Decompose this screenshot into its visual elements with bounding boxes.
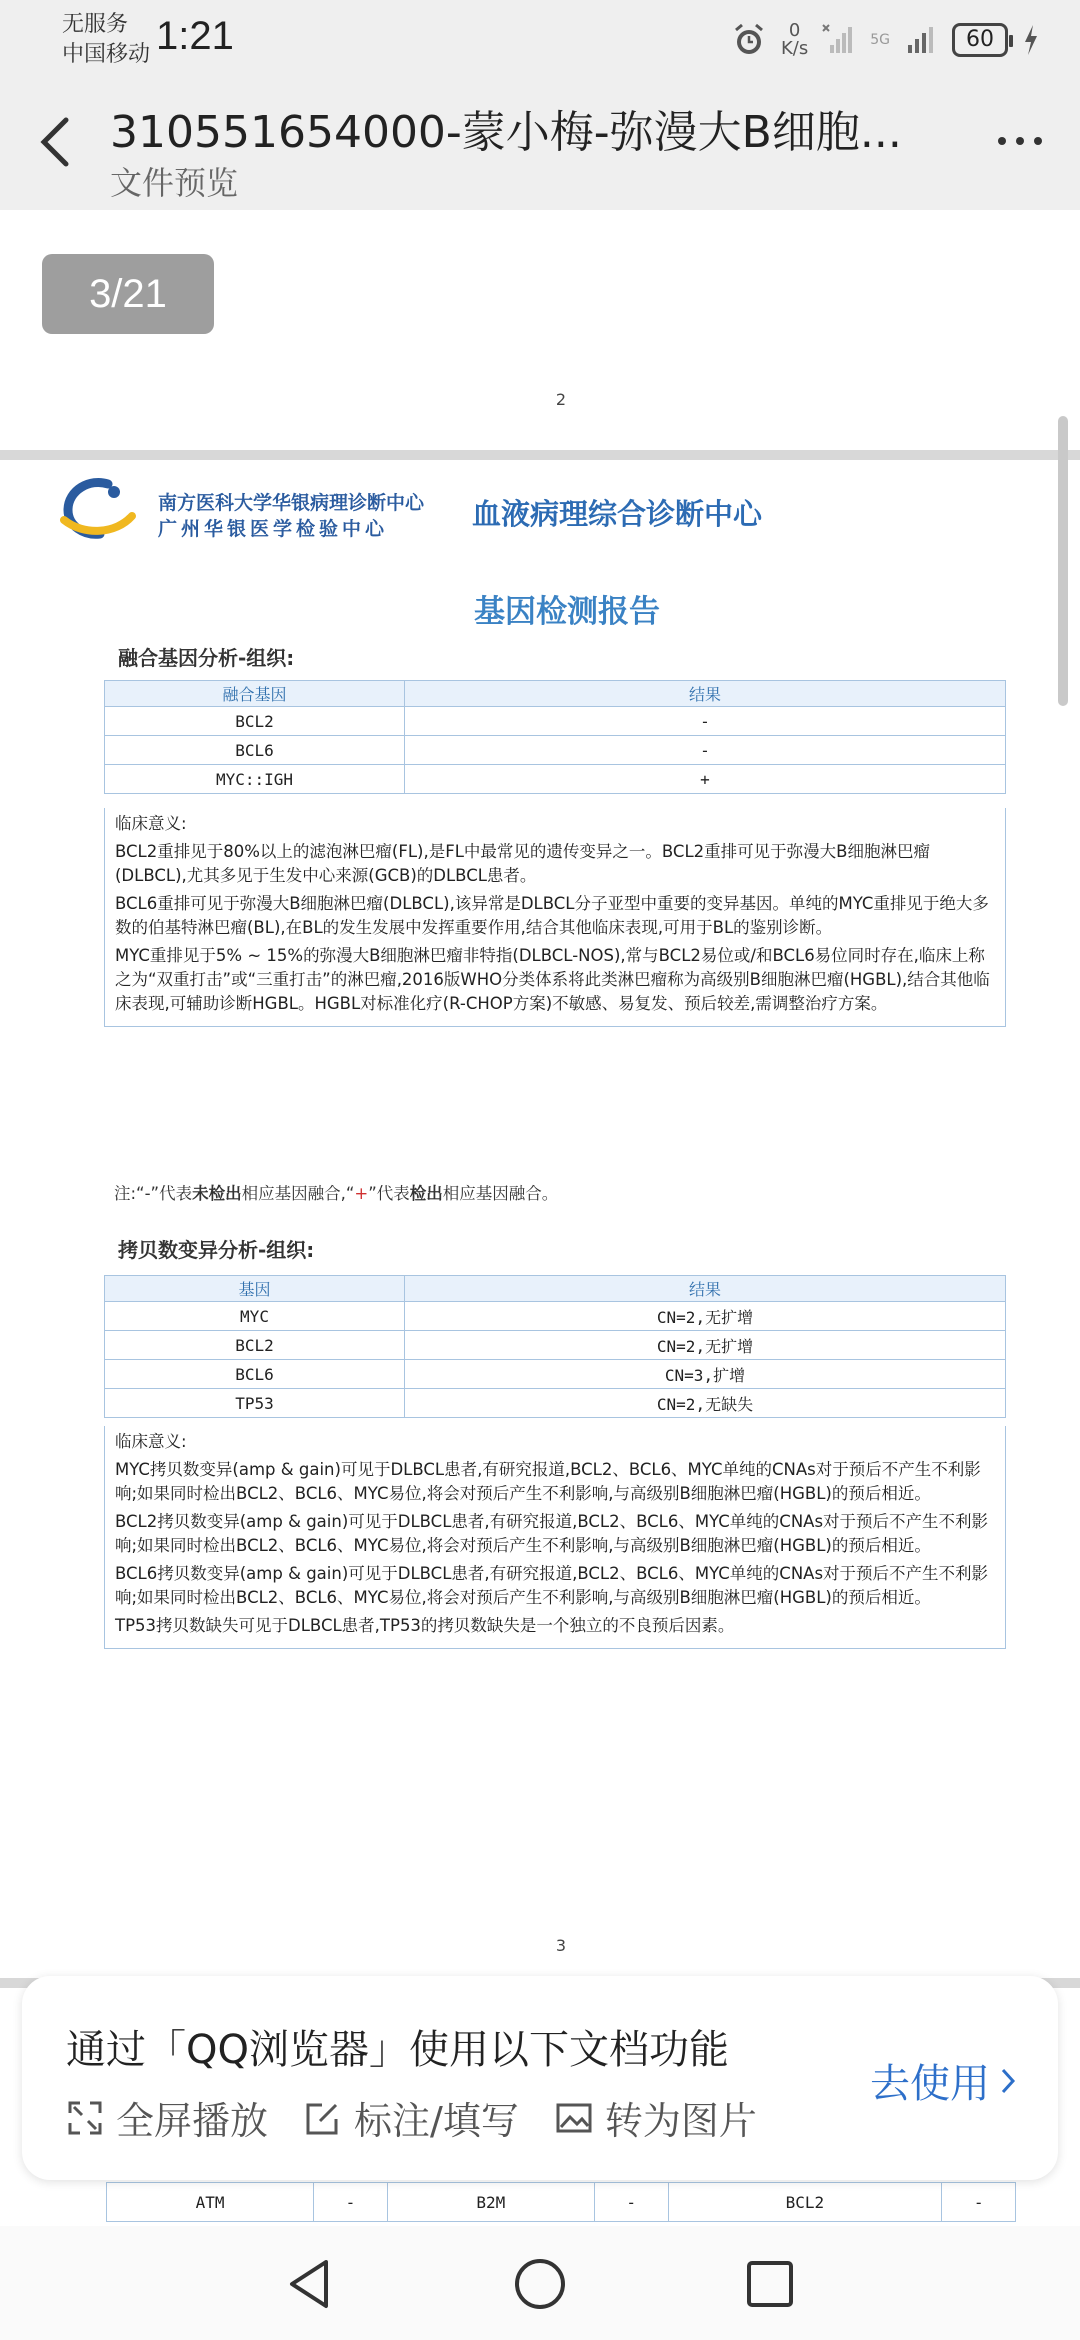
promo-actions	[66, 2090, 757, 2145]
chevron-right-icon	[998, 2065, 1018, 2097]
clinical-paragraph: MYC拷贝数变异(amp & gain)可见于DLBCL患者,有研究报道,BCL2、BCL6、MYC单纯的CNAs对于预后不产生不利影响;如果同时检出BCL2、BCL6、MYC易位,将会对预后产生不利影响,与高级别B细胞淋巴瘤(HGBL)的预后相近。	[115, 1460, 981, 1503]
nav-back-icon[interactable]	[282, 2256, 338, 2312]
note-text: 相应基因融合。	[442, 1184, 559, 1203]
result-cell: CN=2,无扩增	[405, 1331, 1006, 1360]
fullscreen-play-action[interactable]	[66, 2090, 268, 2145]
document-subtitle: 文件预览	[110, 164, 239, 202]
carrier-name: 中国移动	[62, 42, 151, 67]
cnv-clinical-significance	[104, 1426, 1006, 1649]
hospital-logo	[60, 476, 136, 542]
netspeed-unit: K/s	[780, 38, 809, 59]
dot-icon	[998, 137, 1006, 145]
app-bar	[0, 72, 1080, 210]
battery-indicator: 60	[952, 23, 1008, 57]
signal-x-icon	[822, 23, 856, 57]
network-speed	[781, 22, 808, 58]
result-cell: -	[405, 707, 1006, 736]
gene-cell: BCL6	[105, 736, 405, 765]
table-row	[105, 1331, 1006, 1360]
carrier-info	[62, 10, 150, 70]
page-indicator: 3/21	[42, 254, 214, 334]
convert-to-image-label: 转为图片	[604, 2099, 757, 2143]
fullscreen-icon	[66, 2099, 104, 2137]
annotate-label: 标注/填写	[354, 2099, 519, 2143]
dot-icon	[1034, 137, 1042, 145]
page-number: 3	[555, 1936, 567, 1955]
table-header-row	[105, 681, 1006, 707]
note-text: 相应基因融合,“	[241, 1184, 355, 1203]
edit-icon	[304, 2099, 342, 2137]
fusion-clinical-significance	[104, 808, 1006, 1027]
result-cell: CN=2,无扩增	[405, 1302, 1006, 1331]
clinical-paragraph: BCL6重排可见于弥漫大B细胞淋巴瘤(DLBCL),该异常是DLBCL分子亚型中重要的变异基因。单纯的MYC重排见于绝大多数的伯基特淋巴瘤(BL),在BL的发生发展中发挥重要作用,结合其他临床表现,可用于BL的鉴别诊断。	[115, 894, 989, 937]
gene-cell: BCL6	[105, 1360, 405, 1389]
nav-home-icon[interactable]	[512, 2256, 568, 2312]
cnv-table	[104, 1275, 1006, 1418]
table-row	[105, 1302, 1006, 1331]
org-name-primary: 南方医科大学华银病理诊断中心	[158, 492, 425, 514]
document-viewer[interactable]	[0, 210, 1080, 1990]
gene-cell: B2M	[387, 2183, 594, 2222]
table-header-row	[105, 1276, 1006, 1302]
note-not-detected: 未检出	[192, 1184, 242, 1203]
table-row	[105, 736, 1006, 765]
system-navigation-bar	[0, 2226, 1080, 2340]
report-title: 基因检测报告	[474, 594, 660, 630]
previous-page-number: 2	[555, 390, 567, 409]
column-header-gene: 基因	[105, 1276, 405, 1302]
gene-cell: ATM	[107, 2183, 314, 2222]
charging-icon	[1022, 23, 1040, 57]
gene-cell: MYC::IGH	[105, 765, 405, 794]
result-cell: -	[314, 2183, 388, 2222]
qq-browser-promo-card[interactable]	[22, 1976, 1058, 2180]
clinical-heading: 临床意义:	[115, 814, 187, 833]
gene-cell: MYC	[105, 1302, 405, 1331]
more-options-button[interactable]	[990, 126, 1050, 156]
table-row	[105, 1360, 1006, 1389]
fullscreen-play-label: 全屏播放	[116, 2099, 269, 2143]
gene-cell: BCL2	[105, 707, 405, 736]
fusion-section-title: 融合基因分析-组织:	[118, 646, 295, 670]
status-icons	[731, 18, 1040, 62]
go-use-label: 去使用	[870, 2061, 990, 2107]
next-page-table-peek	[106, 2182, 1016, 2222]
gene-cell: BCL2	[105, 1331, 405, 1360]
result-cell: -	[405, 736, 1006, 765]
column-header-result: 结果	[405, 681, 1006, 707]
org-name-secondary: 广州华银医学检验中心	[158, 518, 389, 540]
note-text: 注:“-”代表	[114, 1184, 193, 1203]
go-use-button[interactable]	[870, 2052, 1018, 2109]
document-page	[0, 460, 1080, 1990]
note-text: ”代表	[368, 1184, 410, 1203]
result-cell: CN=3,扩增	[405, 1360, 1006, 1389]
promo-text: 通过「QQ浏览器」使用以下文档功能	[66, 2027, 729, 2073]
note-detected: 检出	[409, 1184, 443, 1203]
carrier-status: 无服务	[62, 12, 129, 37]
table-row	[107, 2183, 1016, 2222]
cnv-section-title: 拷贝数变异分析-组织:	[118, 1238, 315, 1262]
convert-to-image-action[interactable]	[555, 2090, 757, 2145]
gene-cell: TP53	[105, 1389, 405, 1418]
clinical-heading: 临床意义:	[115, 1432, 187, 1451]
result-cell-positive: +	[405, 765, 1006, 794]
nav-recents-icon[interactable]	[742, 2256, 798, 2312]
status-bar	[0, 0, 1080, 72]
department-name: 血液病理综合诊断中心	[472, 497, 763, 531]
clinical-paragraph: TP53拷贝数缺失可见于DLBCL患者,TP53的拷贝数缺失是一个独立的不良预后因素。	[115, 1616, 735, 1635]
table-row	[105, 1389, 1006, 1418]
dot-icon	[1016, 137, 1024, 145]
gene-cell: BCL2	[668, 2183, 942, 2222]
signal-icon	[904, 23, 938, 57]
annotate-action[interactable]	[304, 2090, 519, 2145]
column-header-result: 结果	[405, 1276, 1006, 1302]
clinical-paragraph: BCL2重排见于80%以上的滤泡淋巴瘤(FL),是FL中最常见的遗传变异之一。BCL2重排可见于弥漫大B细胞淋巴瘤(DLBCL),尤其多见于生发中心来源(GCB)的DLBCL患者。	[115, 842, 930, 885]
alarm-icon	[731, 22, 767, 58]
clinical-paragraph: MYC重排见于5% ~ 15%的弥漫大B细胞淋巴瘤非特指(DLBCL-NOS),常与BCL2易位或/和BCL6易位同时存在,临床上称之为“双重打击”或“三重打击”的淋巴瘤,2016版WHO分类体系将此类淋巴瘤称为高级别B细胞淋巴瘤(HGBL),结合其他临床表现,可辅助诊断HGBL。HGBL对标准化疗(R-CHOP方案)不敏感、易复发、预后较差,需调整治疗方案。	[115, 946, 990, 1013]
fusion-note	[114, 1180, 558, 1204]
result-cell: CN=2,无缺失	[405, 1389, 1006, 1418]
result-cell: -	[594, 2183, 668, 2222]
clinical-paragraph: BCL2拷贝数变异(amp & gain)可见于DLBCL患者,有研究报道,BCL2、BCL6、MYC单纯的CNAs对于预后不产生不利影响;如果同时检出BCL2、BCL6、MYC易位,将会对预后产生不利影响,与高级别B细胞淋巴瘤(HGBL)的预后相近。	[115, 1512, 989, 1555]
netspeed-value: 0	[788, 20, 801, 41]
clinical-paragraph: BCL6拷贝数变异(amp & gain)可见于DLBCL患者,有研究报道,BCL2、BCL6、MYC单纯的CNAs对于预后不产生不利影响;如果同时检出BCL2、BCL6、MYC易位,将会对预后产生不利影响,与高级别B细胞淋巴瘤(HGBL)的预后相近。	[115, 1564, 989, 1607]
status-time: 1:21	[156, 14, 234, 58]
network-type: 5G	[870, 32, 890, 48]
image-icon	[555, 2099, 593, 2137]
column-header-gene: 融合基因	[105, 681, 405, 707]
back-button[interactable]	[30, 112, 80, 172]
table-row	[105, 765, 1006, 794]
note-plus: +	[354, 1184, 369, 1203]
fusion-gene-table	[104, 680, 1006, 794]
page-separator	[0, 450, 1080, 460]
table-row	[105, 707, 1006, 736]
result-cell: -	[942, 2183, 1016, 2222]
document-title: 310551654000-蒙小梅-弥漫大B细胞...	[110, 107, 902, 158]
